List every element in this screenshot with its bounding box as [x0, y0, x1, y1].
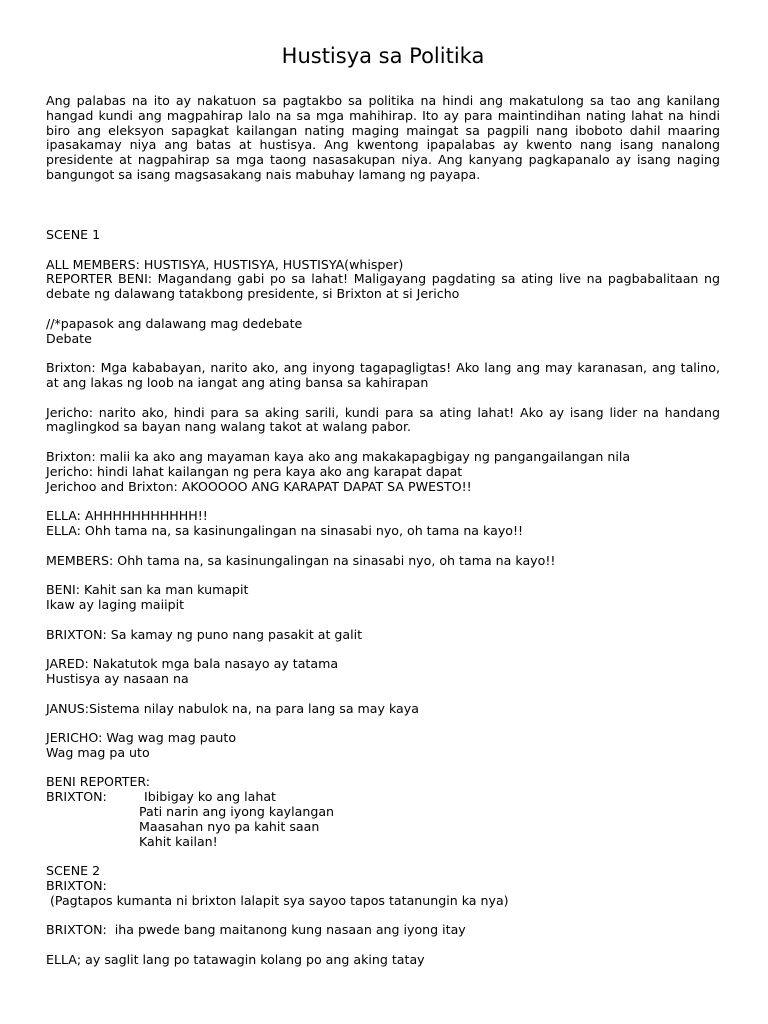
spacer — [46, 539, 720, 554]
spacer — [46, 302, 720, 317]
dialogue-line: Wag mag pa uto — [46, 744, 150, 760]
spacer — [46, 346, 720, 361]
dialogue-line: MEMBERS: Ohh tama na, sa kasinungalingan na sinasabi nyo, oh tama na kayo!! — [46, 552, 556, 568]
dialogue-line: ELLA: Ohh tama na, sa kasinungalingan na sinasabi nyo, oh tama na kayo!! — [46, 522, 524, 538]
song-lyric: Maasahan nyo pa kahit saan — [139, 818, 320, 834]
spacer — [46, 687, 720, 702]
spacer — [46, 435, 720, 450]
dialogue-line: Jericho: hindi lahat kailangan ng pera kaya ako ang karapat dapat — [46, 463, 463, 479]
spacer — [46, 494, 720, 509]
spacer — [46, 391, 720, 406]
dialogue-line: BRIXTON: — [46, 878, 107, 894]
song-lyric: Pati narin ang iyong kaylangan — [139, 804, 335, 820]
dialogue-line: ELLA; ay saglit lang po tatawagin kolang po ang aking tatay — [46, 952, 425, 968]
dialogue-line: BRIXTON: Sa kamay ng puno nang pasakit at galit — [46, 626, 363, 642]
spacer — [46, 761, 720, 776]
dialogue-line: BRIXTON: iha pwede bang maitanong kung nasaan ang iyong itay — [46, 922, 466, 938]
document-title: Hustisya sa Politika — [281, 44, 485, 68]
dialogue-line: Brixton: malii ka ako ang mayaman kaya ako ang makakapagbigay ng pangangailangan nila — [46, 448, 631, 464]
scene-heading: SCENE 2 — [46, 863, 101, 879]
dialogue-line: Jerichoo and Brixton: AKOOOOO ANG KARAPAT DAPAT SA PWESTO!! — [46, 478, 472, 494]
intro-paragraph: Ang palabas na ito ay nakatuon sa pagtakbo sa politika na hindi ang makatulong sa tao ang kanilang hangad kundi ang magpahirap lalo na sa mga mahihirap. Ito ay para maintindihan nating lahat na hindi biro ang eleksyon sapagkat kailangan nating maging maingat sa pagpili nang iboboto dahil maaring ipasakamay niya ang batas at hustisya. Ang kwentong ipapalabas ay kwento nang isang nanalong presidente at nagpahirap sa mga taong nasasakupan niya. Ang kanyang pagkapanalo ay isang naging bangungot sa isang magsasakang nais mabuhay lamang ng payapa. — [46, 93, 720, 182]
dialogue-line: BENI REPORTER: — [46, 774, 151, 790]
scene-heading: SCENE 1 — [46, 227, 101, 242]
script-body — [46, 228, 720, 968]
section-label: Debate — [46, 330, 92, 346]
dialogue-line: Brixton: Mga kababayan, narito ako, ang inyong tagapagligtas! Ako lang ang may karanasan, ang talino, at ang lakas ng loob na iangat ang ating bansa sa kahirapan — [46, 360, 720, 390]
song-speaker: BRIXTON: — [46, 789, 107, 805]
dialogue-line: JANUS:Sistema nilay nabulok na, na para lang sa may kaya — [46, 700, 419, 716]
dialogue-line: Ikaw ay laging maiipit — [46, 596, 185, 612]
spacer — [46, 849, 720, 864]
spacer — [46, 243, 720, 258]
dialogue-line: BENI: Kahit san ka man kumapit — [46, 582, 249, 598]
spacer — [46, 642, 720, 657]
dialogue-line: JARED: Nakatutok mga bala nasayo ay tatama — [46, 656, 339, 672]
dialogue-line: ALL MEMBERS: HUSTISYA, HUSTISYA, HUSTISYA(whisper) — [46, 256, 404, 272]
dialogue-line: Hustisya ay nasaan na — [46, 670, 189, 686]
spacer — [46, 613, 720, 628]
spacer — [46, 716, 720, 731]
spacer — [46, 938, 720, 953]
song-line — [46, 790, 720, 805]
song-lyric: Kahit kailan! — [139, 833, 218, 849]
dialogue-line: REPORTER BENI: Magandang gabi po sa lahat! Maligayang pagdating sa ating live na pagbabalitaan ng debate ng dalawang tatakbong presidente, si Brixton at si Jericho — [46, 271, 720, 302]
dialogue-line: Jericho: narito ako, hindi para sa aking sarili, kundi para sa ating lahat! Ako ay isang lider na handang maglingkod sa bayan nang walang takot at walang pabor. — [46, 404, 720, 435]
stage-direction: (Pagtapos kumanta ni brixton lalapit sya sayoo tapos tatanungin ka nya) — [46, 892, 509, 908]
spacer — [46, 909, 720, 924]
spacer — [46, 568, 720, 583]
dialogue-line: JERICHO: Wag wag mag pauto — [46, 730, 237, 746]
dialogue-line: ELLA: AHHHHHHHHHHH!! — [46, 508, 208, 524]
stage-direction: //*papasok ang dalawang mag dedebate — [46, 315, 303, 331]
song-lyric: Ibibigay ko ang lahat — [144, 789, 276, 805]
